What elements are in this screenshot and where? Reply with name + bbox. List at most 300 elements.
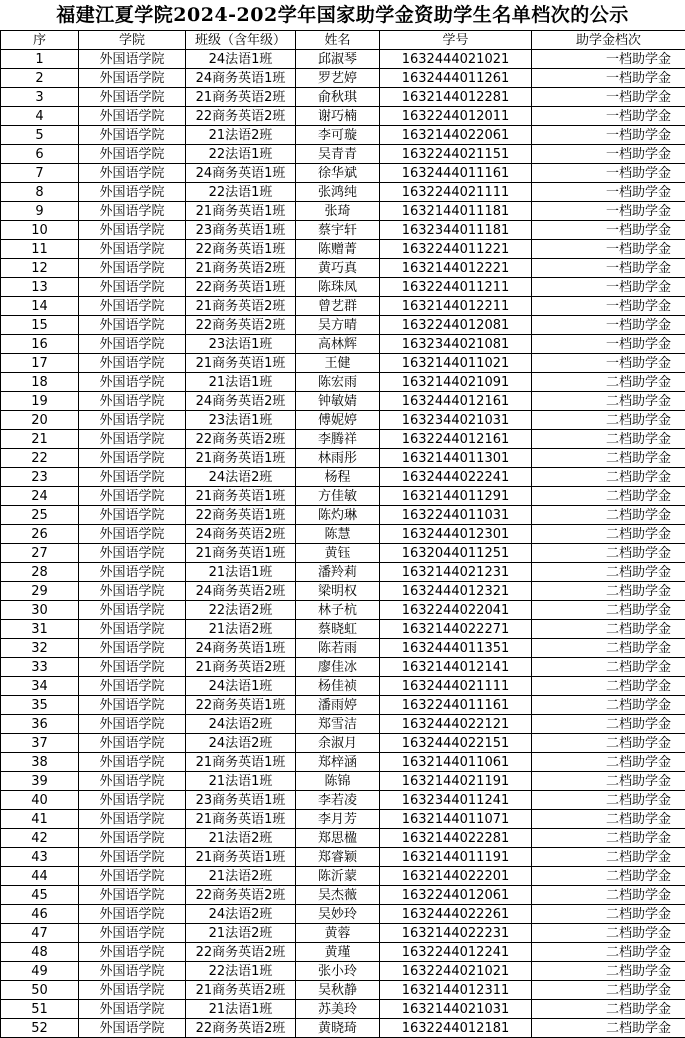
cell-index: 33 [1, 658, 79, 677]
cell-name: 黄瑾 [296, 943, 380, 962]
cell-grant-tier: 二档助学金 [532, 468, 685, 487]
table-row [1, 487, 685, 506]
cell-grant-tier: 二档助学金 [532, 582, 685, 601]
cell-student-id: 1632144011061 [380, 753, 532, 772]
cell-college: 外国语学院 [79, 506, 186, 525]
cell-student-id: 1632244012081 [380, 316, 532, 335]
cell-college: 外国语学院 [79, 886, 186, 905]
table-row [1, 221, 685, 240]
cell-name: 陈珠凤 [296, 278, 380, 297]
cell-grant-tier: 二档助学金 [532, 772, 685, 791]
cell-class: 24法语2班 [186, 905, 296, 924]
cell-class: 24商务英语2班 [186, 392, 296, 411]
table-row [1, 354, 685, 373]
cell-index: 19 [1, 392, 79, 411]
table-row [1, 1000, 685, 1019]
table-row [1, 506, 685, 525]
cell-name: 郑雪洁 [296, 715, 380, 734]
table-row [1, 696, 685, 715]
cell-class: 21法语2班 [186, 829, 296, 848]
table-row [1, 411, 685, 430]
table-row [1, 335, 685, 354]
cell-grant-tier: 一档助学金 [532, 335, 685, 354]
cell-index: 1 [1, 50, 79, 69]
table-row [1, 50, 685, 69]
cell-index: 23 [1, 468, 79, 487]
column-header-grant-tier: 助学金档次 [532, 31, 685, 50]
table-row [1, 240, 685, 259]
cell-index: 39 [1, 772, 79, 791]
cell-index: 49 [1, 962, 79, 981]
cell-name: 廖佳冰 [296, 658, 380, 677]
cell-class: 24商务英语1班 [186, 639, 296, 658]
cell-index: 51 [1, 1000, 79, 1019]
cell-grant-tier: 二档助学金 [532, 506, 685, 525]
cell-grant-tier: 二档助学金 [532, 810, 685, 829]
table-row [1, 145, 685, 164]
table-row [1, 202, 685, 221]
cell-index: 41 [1, 810, 79, 829]
cell-grant-tier: 二档助学金 [532, 867, 685, 886]
cell-class: 22商务英语2班 [186, 1019, 296, 1038]
cell-student-id: 1632244012061 [380, 886, 532, 905]
cell-college: 外国语学院 [79, 392, 186, 411]
cell-name: 王健 [296, 354, 380, 373]
cell-name: 李若凌 [296, 791, 380, 810]
cell-college: 外国语学院 [79, 145, 186, 164]
cell-class: 22商务英语2班 [186, 886, 296, 905]
cell-index: 47 [1, 924, 79, 943]
cell-name: 林雨彤 [296, 449, 380, 468]
cell-index: 24 [1, 487, 79, 506]
cell-class: 21商务英语1班 [186, 848, 296, 867]
cell-class: 22商务英语1班 [186, 278, 296, 297]
column-header-name: 姓名 [296, 31, 380, 50]
table-row [1, 392, 685, 411]
cell-student-id: 1632444021021 [380, 50, 532, 69]
page-title: 福建江夏学院2024-202学年国家助学金资助学生名单档次的公示 [0, 0, 685, 30]
cell-student-id: 1632144012311 [380, 981, 532, 1000]
table-row [1, 88, 685, 107]
cell-college: 外国语学院 [79, 848, 186, 867]
cell-student-id: 1632444021111 [380, 677, 532, 696]
cell-grant-tier: 二档助学金 [532, 449, 685, 468]
cell-college: 外国语学院 [79, 221, 186, 240]
cell-name: 陈灼琳 [296, 506, 380, 525]
cell-name: 余淑月 [296, 734, 380, 753]
cell-grant-tier: 二档助学金 [532, 962, 685, 981]
cell-name: 陈宏雨 [296, 373, 380, 392]
cell-college: 外国语学院 [79, 240, 186, 259]
cell-index: 31 [1, 620, 79, 639]
cell-student-id: 1632444012301 [380, 525, 532, 544]
cell-class: 21商务英语1班 [186, 449, 296, 468]
cell-class: 24法语2班 [186, 468, 296, 487]
cell-college: 外国语学院 [79, 50, 186, 69]
cell-student-id: 1632244021111 [380, 183, 532, 202]
cell-index: 28 [1, 563, 79, 582]
cell-student-id: 1632244022041 [380, 601, 532, 620]
cell-name: 苏美玲 [296, 1000, 380, 1019]
cell-college: 外国语学院 [79, 981, 186, 1000]
cell-name: 黄蓉 [296, 924, 380, 943]
cell-grant-tier: 二档助学金 [532, 525, 685, 544]
table-row [1, 886, 685, 905]
cell-name: 罗艺婷 [296, 69, 380, 88]
cell-student-id: 1632244012011 [380, 107, 532, 126]
cell-index: 18 [1, 373, 79, 392]
cell-grant-tier: 二档助学金 [532, 829, 685, 848]
cell-grant-tier: 一档助学金 [532, 221, 685, 240]
cell-college: 外国语学院 [79, 905, 186, 924]
cell-index: 35 [1, 696, 79, 715]
cell-name: 徐华斌 [296, 164, 380, 183]
table-row [1, 69, 685, 88]
cell-grant-tier: 二档助学金 [532, 487, 685, 506]
cell-college: 外国语学院 [79, 563, 186, 582]
cell-index: 3 [1, 88, 79, 107]
cell-college: 外国语学院 [79, 962, 186, 981]
cell-index: 25 [1, 506, 79, 525]
table-row [1, 867, 685, 886]
cell-grant-tier: 一档助学金 [532, 126, 685, 145]
cell-grant-tier: 一档助学金 [532, 164, 685, 183]
cell-college: 外国语学院 [79, 449, 186, 468]
cell-college: 外国语学院 [79, 639, 186, 658]
cell-college: 外国语学院 [79, 69, 186, 88]
cell-index: 14 [1, 297, 79, 316]
cell-class: 21商务英语2班 [186, 88, 296, 107]
cell-name: 陈慧 [296, 525, 380, 544]
cell-grant-tier: 二档助学金 [532, 658, 685, 677]
cell-student-id: 1632244011211 [380, 278, 532, 297]
table-row [1, 525, 685, 544]
cell-grant-tier: 二档助学金 [532, 905, 685, 924]
cell-index: 26 [1, 525, 79, 544]
cell-name: 方佳敏 [296, 487, 380, 506]
table-row [1, 259, 685, 278]
cell-student-id: 1632444022151 [380, 734, 532, 753]
cell-class: 24法语2班 [186, 734, 296, 753]
cell-student-id: 1632244011031 [380, 506, 532, 525]
cell-class: 22商务英语2班 [186, 943, 296, 962]
cell-name: 高林辉 [296, 335, 380, 354]
table-row [1, 981, 685, 1000]
cell-index: 12 [1, 259, 79, 278]
cell-student-id: 1632144021231 [380, 563, 532, 582]
table-row [1, 183, 685, 202]
table-row [1, 715, 685, 734]
cell-index: 22 [1, 449, 79, 468]
table-row [1, 449, 685, 468]
cell-grant-tier: 二档助学金 [532, 373, 685, 392]
cell-index: 9 [1, 202, 79, 221]
cell-student-id: 1632344021081 [380, 335, 532, 354]
cell-grant-tier: 一档助学金 [532, 297, 685, 316]
cell-name: 俞秋琪 [296, 88, 380, 107]
cell-student-id: 1632144011191 [380, 848, 532, 867]
table-row [1, 316, 685, 335]
table-row [1, 563, 685, 582]
cell-index: 10 [1, 221, 79, 240]
cell-name: 吴秋静 [296, 981, 380, 1000]
table-body [1, 50, 685, 1038]
table-row [1, 297, 685, 316]
cell-college: 外国语学院 [79, 259, 186, 278]
cell-name: 吴妙玲 [296, 905, 380, 924]
cell-class: 23法语1班 [186, 411, 296, 430]
cell-college: 外国语学院 [79, 164, 186, 183]
table-row [1, 810, 685, 829]
cell-college: 外国语学院 [79, 183, 186, 202]
cell-student-id: 1632144021031 [380, 1000, 532, 1019]
cell-student-id: 1632144011301 [380, 449, 532, 468]
cell-name: 黄巧真 [296, 259, 380, 278]
cell-class: 21商务英语1班 [186, 487, 296, 506]
cell-grant-tier: 一档助学金 [532, 240, 685, 259]
cell-class: 21法语1班 [186, 373, 296, 392]
cell-index: 36 [1, 715, 79, 734]
cell-student-id: 1632144012141 [380, 658, 532, 677]
cell-index: 42 [1, 829, 79, 848]
cell-college: 外国语学院 [79, 468, 186, 487]
cell-student-id: 1632144011181 [380, 202, 532, 221]
cell-grant-tier: 二档助学金 [532, 715, 685, 734]
cell-student-id: 1632144011021 [380, 354, 532, 373]
cell-class: 22商务英语1班 [186, 696, 296, 715]
cell-name: 蔡晓虹 [296, 620, 380, 639]
cell-name: 曾艺群 [296, 297, 380, 316]
cell-index: 13 [1, 278, 79, 297]
cell-student-id: 1632244012161 [380, 430, 532, 449]
cell-index: 46 [1, 905, 79, 924]
cell-name: 杨程 [296, 468, 380, 487]
cell-class: 24法语1班 [186, 50, 296, 69]
cell-class: 21商务英语2班 [186, 259, 296, 278]
cell-class: 22法语1班 [186, 183, 296, 202]
cell-college: 外国语学院 [79, 620, 186, 639]
cell-grant-tier: 二档助学金 [532, 753, 685, 772]
cell-college: 外国语学院 [79, 335, 186, 354]
cell-grant-tier: 一档助学金 [532, 316, 685, 335]
cell-name: 张鸿纯 [296, 183, 380, 202]
cell-grant-tier: 一档助学金 [532, 88, 685, 107]
student-list-table [0, 30, 685, 1038]
table-row [1, 677, 685, 696]
cell-student-id: 1632344011241 [380, 791, 532, 810]
cell-grant-tier: 一档助学金 [532, 145, 685, 164]
table-row [1, 582, 685, 601]
table-row [1, 734, 685, 753]
cell-college: 外国语学院 [79, 772, 186, 791]
cell-name: 郑梓涵 [296, 753, 380, 772]
cell-name: 吴杰薇 [296, 886, 380, 905]
cell-class: 21法语1班 [186, 772, 296, 791]
cell-student-id: 1632444022241 [380, 468, 532, 487]
cell-college: 外国语学院 [79, 487, 186, 506]
cell-student-id: 1632144021091 [380, 373, 532, 392]
cell-class: 24法语2班 [186, 715, 296, 734]
cell-class: 21法语2班 [186, 924, 296, 943]
cell-grant-tier: 一档助学金 [532, 259, 685, 278]
cell-class: 21商务英语1班 [186, 202, 296, 221]
cell-student-id: 1632244021151 [380, 145, 532, 164]
cell-class: 21法语1班 [186, 1000, 296, 1019]
cell-class: 21商务英语1班 [186, 354, 296, 373]
cell-student-id: 1632344011181 [380, 221, 532, 240]
cell-college: 外国语学院 [79, 753, 186, 772]
table-row [1, 943, 685, 962]
cell-student-id: 1632244011161 [380, 696, 532, 715]
cell-name: 林子杭 [296, 601, 380, 620]
cell-name: 黄钰 [296, 544, 380, 563]
cell-student-id: 1632144022271 [380, 620, 532, 639]
cell-grant-tier: 二档助学金 [532, 544, 685, 563]
cell-name: 蔡宇轩 [296, 221, 380, 240]
cell-class: 22法语1班 [186, 962, 296, 981]
cell-student-id: 1632144011291 [380, 487, 532, 506]
cell-class: 24商务英语1班 [186, 69, 296, 88]
cell-class: 21商务英语1班 [186, 753, 296, 772]
cell-college: 外国语学院 [79, 658, 186, 677]
cell-grant-tier: 二档助学金 [532, 886, 685, 905]
cell-student-id: 1632144022231 [380, 924, 532, 943]
table-row [1, 753, 685, 772]
table-row [1, 620, 685, 639]
cell-index: 5 [1, 126, 79, 145]
cell-class: 21法语2班 [186, 867, 296, 886]
cell-student-id: 1632144022061 [380, 126, 532, 145]
cell-index: 15 [1, 316, 79, 335]
cell-class: 22商务英语2班 [186, 316, 296, 335]
cell-grant-tier: 二档助学金 [532, 1019, 685, 1038]
cell-index: 17 [1, 354, 79, 373]
cell-index: 7 [1, 164, 79, 183]
cell-student-id: 1632444011351 [380, 639, 532, 658]
cell-class: 21商务英语2班 [186, 658, 296, 677]
cell-college: 外国语学院 [79, 1000, 186, 1019]
cell-college: 外国语学院 [79, 316, 186, 335]
table-row [1, 164, 685, 183]
cell-name: 傅妮婷 [296, 411, 380, 430]
cell-grant-tier: 二档助学金 [532, 734, 685, 753]
cell-name: 李腾祥 [296, 430, 380, 449]
cell-grant-tier: 二档助学金 [532, 601, 685, 620]
cell-index: 27 [1, 544, 79, 563]
cell-college: 外国语学院 [79, 278, 186, 297]
cell-index: 45 [1, 886, 79, 905]
cell-college: 外国语学院 [79, 810, 186, 829]
cell-index: 44 [1, 867, 79, 886]
cell-student-id: 1632444011261 [380, 69, 532, 88]
cell-class: 21法语2班 [186, 620, 296, 639]
column-header-class: 班级（含年级） [186, 31, 296, 50]
cell-grant-tier: 一档助学金 [532, 69, 685, 88]
cell-name: 钟敏婧 [296, 392, 380, 411]
cell-grant-tier: 二档助学金 [532, 1000, 685, 1019]
cell-college: 外国语学院 [79, 88, 186, 107]
cell-name: 李可璇 [296, 126, 380, 145]
cell-student-id: 1632244012241 [380, 943, 532, 962]
cell-grant-tier: 二档助学金 [532, 924, 685, 943]
cell-index: 2 [1, 69, 79, 88]
cell-index: 48 [1, 943, 79, 962]
table-row [1, 772, 685, 791]
cell-index: 20 [1, 411, 79, 430]
cell-grant-tier: 一档助学金 [532, 183, 685, 202]
cell-college: 外国语学院 [79, 1019, 186, 1038]
cell-college: 外国语学院 [79, 582, 186, 601]
cell-index: 38 [1, 753, 79, 772]
cell-student-id: 1632144012281 [380, 88, 532, 107]
cell-class: 21商务英语1班 [186, 544, 296, 563]
cell-name: 李月芳 [296, 810, 380, 829]
cell-name: 潘羚莉 [296, 563, 380, 582]
cell-college: 外国语学院 [79, 601, 186, 620]
cell-class: 22商务英语2班 [186, 430, 296, 449]
cell-college: 外国语学院 [79, 829, 186, 848]
cell-grant-tier: 二档助学金 [532, 411, 685, 430]
cell-class: 21商务英语2班 [186, 297, 296, 316]
cell-college: 外国语学院 [79, 411, 186, 430]
column-header-index: 序 [1, 31, 79, 50]
cell-index: 4 [1, 107, 79, 126]
cell-college: 外国语学院 [79, 696, 186, 715]
cell-class: 23法语1班 [186, 335, 296, 354]
cell-class: 22商务英语2班 [186, 107, 296, 126]
cell-student-id: 1632144022281 [380, 829, 532, 848]
cell-grant-tier: 一档助学金 [532, 50, 685, 69]
cell-name: 郑思楹 [296, 829, 380, 848]
cell-student-id: 1632244021021 [380, 962, 532, 981]
table-row [1, 905, 685, 924]
table-row [1, 468, 685, 487]
cell-class: 21商务英语2班 [186, 981, 296, 1000]
cell-student-id: 1632244011221 [380, 240, 532, 259]
cell-college: 外国语学院 [79, 791, 186, 810]
cell-name: 谢巧楠 [296, 107, 380, 126]
table-row [1, 829, 685, 848]
table-row [1, 791, 685, 810]
cell-student-id: 1632244012181 [380, 1019, 532, 1038]
cell-class: 24商务英语2班 [186, 525, 296, 544]
cell-college: 外国语学院 [79, 373, 186, 392]
cell-class: 21法语2班 [186, 126, 296, 145]
cell-index: 30 [1, 601, 79, 620]
cell-name: 梁明权 [296, 582, 380, 601]
cell-college: 外国语学院 [79, 297, 186, 316]
header-row [1, 31, 685, 50]
cell-class: 21法语1班 [186, 563, 296, 582]
cell-grant-tier: 二档助学金 [532, 430, 685, 449]
table-row [1, 962, 685, 981]
cell-college: 外国语学院 [79, 107, 186, 126]
cell-grant-tier: 二档助学金 [532, 639, 685, 658]
table-row [1, 126, 685, 145]
cell-grant-tier: 一档助学金 [532, 278, 685, 297]
cell-college: 外国语学院 [79, 525, 186, 544]
cell-class: 21商务英语1班 [186, 810, 296, 829]
cell-name: 张琦 [296, 202, 380, 221]
cell-college: 外国语学院 [79, 126, 186, 145]
cell-class: 22法语2班 [186, 601, 296, 620]
cell-college: 外国语学院 [79, 734, 186, 753]
cell-index: 8 [1, 183, 79, 202]
cell-index: 34 [1, 677, 79, 696]
table-row [1, 658, 685, 677]
cell-grant-tier: 一档助学金 [532, 202, 685, 221]
cell-college: 外国语学院 [79, 430, 186, 449]
